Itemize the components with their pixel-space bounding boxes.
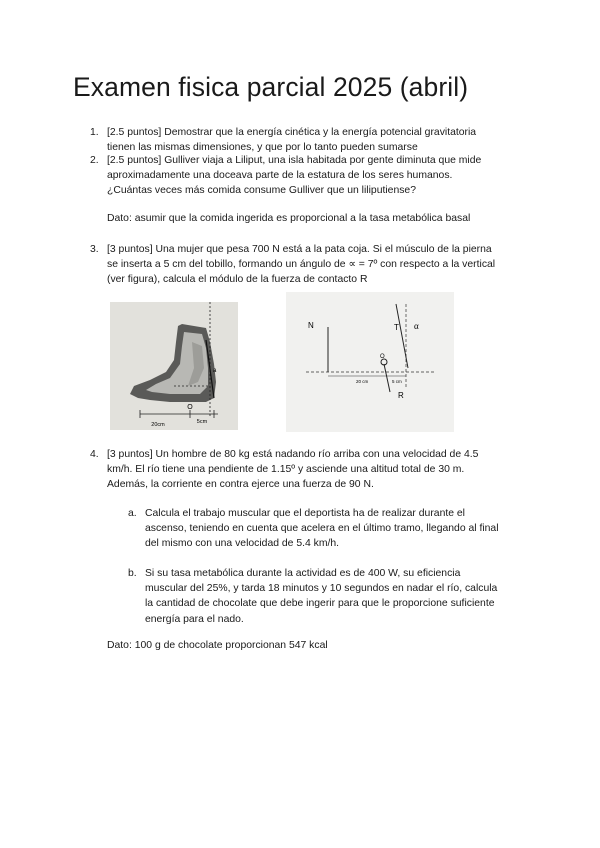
foot-drawing — [110, 302, 238, 430]
question-2-dato: Dato: asumir que la comida ingerida es proporcional a la tasa metabólica basal — [107, 213, 471, 224]
subquestion-text-line: ascenso, teniendo en cuenta que acelera en el último tramo, llegando al final — [145, 523, 499, 535]
question-4-dato: Dato: 100 g de chocolate proporcionan 547 kcal — [107, 640, 328, 651]
question-number: 3. — [90, 244, 99, 255]
question-number: 1. — [90, 127, 99, 138]
question-text-line: [3 puntos] Un hombre de 80 kg está nadando río arriba con una velocidad de 4.5 — [107, 449, 479, 460]
question-text-line: (ver figura), calcula el módulo de la fuerza de contacto R — [107, 274, 368, 286]
force-drawing — [286, 292, 454, 432]
foot-5cm-label: 5cm — [196, 419, 208, 425]
subquestion-letter: b. — [128, 568, 137, 579]
force-n-label: N — [308, 321, 314, 330]
force-origin-label: O — [380, 354, 385, 360]
force-diagram — [286, 292, 454, 432]
force-r-label: R — [398, 391, 404, 400]
foot-figure — [110, 302, 238, 430]
subquestion-text-line: energía para el nado. — [145, 613, 244, 625]
question-text-line: km/h. El río tiene una pendiente de 1.15º y asciende una altitud total de 30 m. — [107, 464, 465, 476]
force-5cm-label: 5 cm — [392, 379, 402, 384]
force-20cm-label: 20 cm — [356, 379, 369, 384]
question-text-line: ¿Cuántas veces más comida consume Gulliver que un liliputiense? — [107, 185, 416, 197]
question-text-line: aproximadamente una doceava parte de la estatura de los seres humanos. — [107, 170, 453, 182]
force-alpha-label: α — [414, 321, 419, 331]
page-title: Examen fisica parcial 2025 (abril) — [73, 72, 469, 102]
question-text-line: [3 puntos] Una mujer que pesa 700 N está a la pata coja. Si el músculo de la pierna — [107, 244, 492, 255]
subquestion-text-line: Si su tasa metabólica durante la actividad es de 400 W, su eficiencia — [145, 568, 461, 579]
question-text-line: se inserta a 5 cm del tobillo, formando un ángulo de ∝ = 7º con respecto a la vertical — [107, 259, 496, 271]
subquestion-text-line: Calcula el trabajo muscular que el deportista ha de realizar durante el — [145, 508, 465, 519]
question-text-line: Además, la corriente en contra ejerce una fuerza de 90 N. — [107, 479, 374, 491]
subquestion-letter: a. — [128, 508, 137, 519]
question-number: 2. — [90, 155, 99, 166]
foot-origin-label: O — [187, 404, 193, 411]
question-text-line: tienen las mismas dimensiones, y que por lo tanto pueden sumarse — [107, 142, 418, 154]
subquestion-text-line: del mismo con una velocidad de 5.4 km/h. — [145, 538, 340, 550]
foot-20cm-label: 20cm — [151, 422, 165, 428]
question-number: 4. — [90, 449, 99, 460]
foot-angle-label: a — [213, 368, 217, 374]
force-t-label: T — [394, 323, 399, 332]
subquestion-text-line: la cantidad de chocolate que debe ingerir para que le proporcione suficiente — [145, 598, 495, 610]
subquestion-text-line: muscular del 25%, y tarda 18 minutos y 10 segundos en nadar el río, calcula — [145, 583, 498, 595]
question-text-line: [2.5 puntos] Gulliver viaja a Liliput, una isla habitada por gente diminuta que mide — [107, 155, 482, 166]
question-text-line: [2.5 puntos] Demostrar que la energía cinética y la energía potencial gravitatoria — [107, 127, 477, 138]
